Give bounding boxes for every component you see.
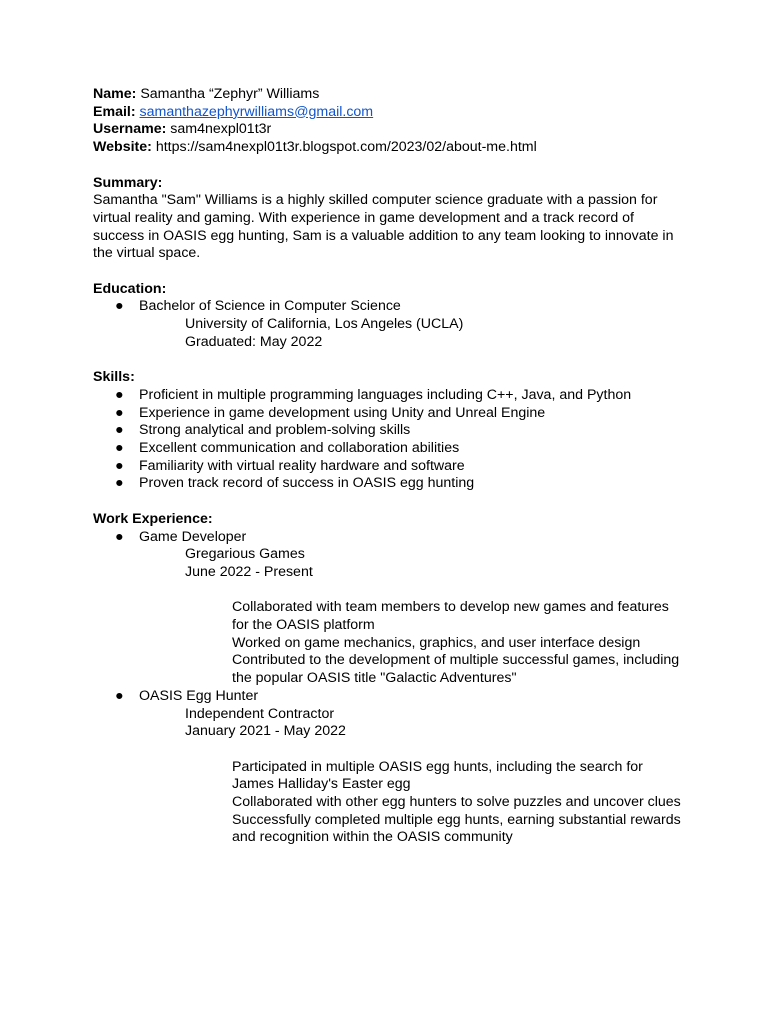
- job-dates: June 2022 - Present: [185, 563, 313, 580]
- username-row: [93, 121, 683, 139]
- skill-text: Strong analytical and problem-solving skills: [139, 422, 411, 439]
- spacer: [93, 352, 683, 370]
- name-row: [93, 86, 683, 104]
- username-value: sam4nexpl01t3r: [170, 121, 272, 138]
- job-dates: January 2021 - May 2022: [185, 723, 346, 740]
- skill-item: [93, 475, 683, 493]
- skill-text: Experience in game development using Unity and Unreal Engine: [139, 404, 546, 421]
- email-label: Email:: [93, 103, 136, 120]
- spacer: [93, 493, 683, 511]
- resume-document: [93, 86, 683, 847]
- name-label: Name:: [93, 86, 137, 102]
- username-label: Username:: [93, 121, 167, 138]
- education-heading-text: Education:: [93, 280, 167, 297]
- job-duty: Collaborated with other egg hunters to solve puzzles and uncover clues: [232, 794, 681, 811]
- job-company: Gregarious Games: [185, 546, 305, 563]
- job-title: OASIS Egg Hunter: [139, 687, 259, 704]
- education-heading: [93, 281, 683, 299]
- bullet-icon: ●: [115, 440, 124, 457]
- job-duty: Worked on game mechanics, graphics, and user interface design: [232, 634, 641, 651]
- skill-item: [93, 387, 683, 405]
- spacer: [93, 157, 683, 175]
- job-duty: Participated in multiple OASIS egg hunts, including the search for James Halliday's Easter egg: [232, 758, 643, 793]
- bullet-icon: ●: [115, 422, 124, 439]
- work-heading: [93, 511, 683, 529]
- skill-item: [93, 422, 683, 440]
- skill-text: Familiarity with virtual reality hardware and software: [139, 457, 465, 474]
- summary-heading: [93, 175, 683, 193]
- job-duty: Collaborated with team members to develop new games and features for the OASIS platform: [232, 599, 669, 634]
- skill-text: Excellent communication and collaboration abilities: [139, 440, 460, 457]
- spacer: [93, 263, 683, 281]
- summary-text: Samantha "Sam" Williams is a highly skilled computer science graduate with a passion for virtual reality and gaming. With experience in game development and a track record of success in OASIS egg hunting, Sam is a valuable addition to any team looking to innovate in the virtual space.: [93, 192, 674, 262]
- skill-text: Proven track record of success in OASIS egg hunting: [139, 475, 475, 492]
- bullet-icon: ●: [115, 386, 124, 403]
- work-heading-text: Work Experience:: [93, 510, 213, 527]
- education-school: University of California, Los Angeles (UCLA): [185, 316, 464, 333]
- job-duty: Successfully completed multiple egg hunts, earning substantial rewards and recognition within the OASIS community: [232, 811, 681, 846]
- job-company: Independent Contractor: [185, 705, 335, 722]
- email-link[interactable]: samanthazephyrwilliams@gmail.com: [139, 103, 374, 120]
- website-row: [93, 139, 683, 157]
- education-degree: Bachelor of Science in Computer Science: [139, 298, 401, 315]
- summary-heading-text: Summary:: [93, 174, 163, 191]
- skill-item: [93, 405, 683, 423]
- job-item: [93, 688, 683, 706]
- email-row: [93, 104, 683, 122]
- skills-heading-text: Skills:: [93, 369, 135, 386]
- skill-item: [93, 440, 683, 458]
- bullet-icon: ●: [115, 475, 124, 492]
- job-item: [93, 529, 683, 547]
- skills-heading: [93, 369, 683, 387]
- website-label: Website:: [93, 139, 152, 156]
- skill-text: Proficient in multiple programming languages including C++, Java, and Python: [139, 386, 632, 403]
- bullet-icon: ●: [115, 457, 124, 474]
- job-duty: Contributed to the development of multiple successful games, including the popular OASIS title "Galactic Adventures": [232, 652, 680, 687]
- bullet-icon: ●: [115, 528, 124, 545]
- bullet-icon: ●: [115, 687, 124, 704]
- bullet-icon: ●: [115, 298, 124, 315]
- name-value: Samantha “Zephyr” Williams: [140, 86, 320, 102]
- education-graduated: Graduated: May 2022: [185, 333, 323, 350]
- skill-item: [93, 458, 683, 476]
- spacer: [93, 582, 683, 600]
- job-title: Game Developer: [139, 528, 247, 545]
- bullet-icon: ●: [115, 404, 124, 421]
- education-item: [93, 298, 683, 316]
- website-value: https://sam4nexpl01t3r.blogspot.com/2023/02/about-me.html: [155, 139, 537, 156]
- spacer: [93, 741, 683, 759]
